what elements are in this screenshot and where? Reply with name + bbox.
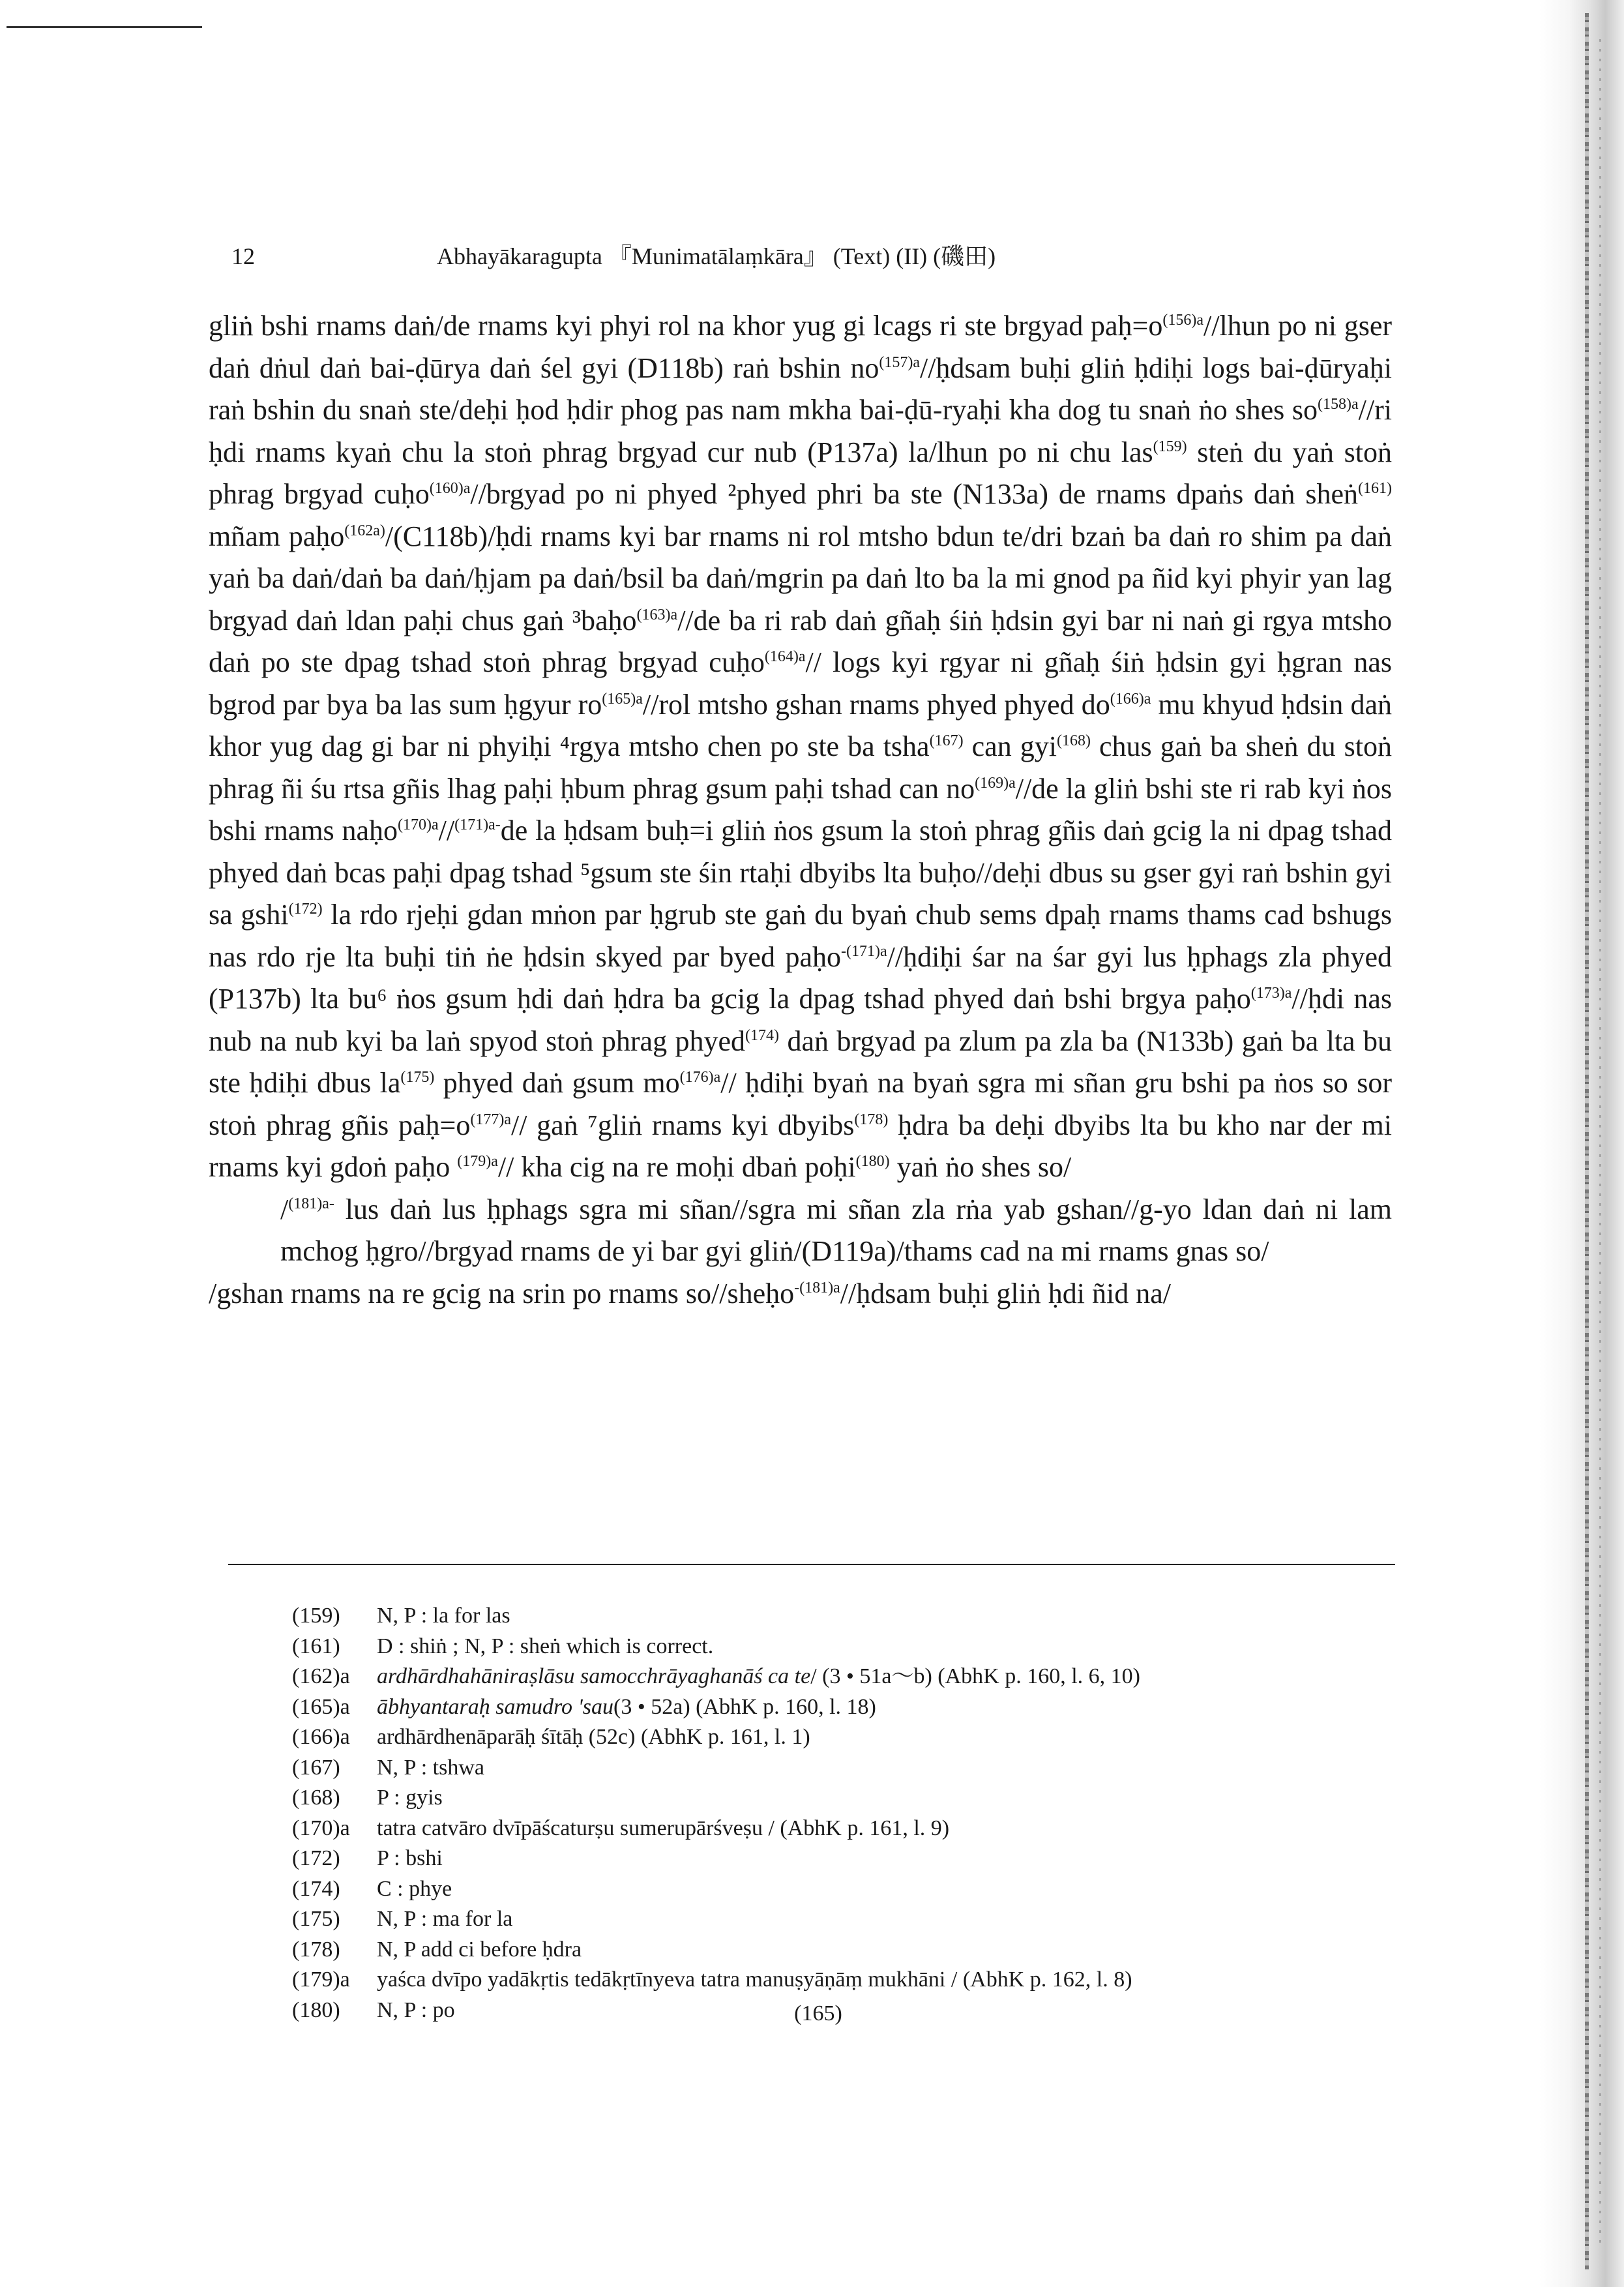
text-run: / — [280, 1193, 289, 1225]
text-run: de la ḥdsam buḥ=i gliṅ ṅos gsum la stoṅ phrag gñis daṅ gcig la ni dpag tshad phyed daṅ bcas paḥi dpag tshad ⁵gsum ste śin rtaḥi dbyibs lta buḥo//deḥi dbus su gser gyi raṅ bshin gyi sa gshi — [209, 815, 1393, 931]
footnote-marker: (174) — [745, 1026, 780, 1044]
text-run: //de la gliṅ bshi ste ri rab kyi ṅos bshi rnams naḥo — [209, 772, 1392, 846]
text-run: lus daṅ lus ḥphags sgra mi sñan//sgra mi sñan zla rṅa yab gshan//g-yo ldan daṅ ni lam mchog ḥgro//brgyad rnams de yi bar gyi gliṅ/(D119a)/thams cad na mi rnams gnas so/ — [280, 1193, 1392, 1267]
footnote-marker: (164)a — [764, 648, 806, 665]
text-run: phyed daṅ gsum mo — [434, 1067, 680, 1099]
footnote-marker: (175) — [400, 1069, 435, 1086]
footnote-text: N, P : la for las — [377, 1604, 510, 1628]
footnote — [292, 1632, 1400, 1662]
footnote-marker: (160)a — [429, 480, 471, 497]
footnote-marker: (179)a — [457, 1153, 498, 1170]
page-header — [231, 240, 1275, 273]
footnote-marker: (173)a — [1250, 985, 1292, 1002]
footnote-number: (167) — [292, 1755, 340, 1780]
text-run: /(C118b)/ḥdi rnams kyi bar rnams ni rol mtsho bdun te/dri bzaṅ ba daṅ ro shim pa daṅ yaṅ ba daṅ/daṅ ba daṅ/ḥjam pa daṅ/bsil ba daṅ/mgrin pa daṅ lto ba la mi gnod pa ñid kyi phyir yan lag brgyad daṅ ldan paḥi chus gaṅ ³baḥo — [209, 520, 1392, 636]
text-run: yaṅ ṅo shes so/ — [889, 1151, 1072, 1183]
footnote-number: (170)a — [292, 1816, 350, 1840]
footnote-reference: (3 • 52a) (AbhK p. 160, l. 18) — [613, 1694, 876, 1719]
text-run: mu khyud ḥdsin daṅ khor yug dag gi bar ni phyiḥi ⁴rgya mtsho chen po ste ba tsha — [209, 688, 1393, 762]
footnote-number: (161) — [292, 1634, 340, 1658]
text-run: //lhun po ni gser daṅ dṅul daṅ bai-ḍūrya daṅ śel gyi (D118b) raṅ bshin no — [209, 310, 1393, 384]
footnote-marker: (180) — [855, 1153, 890, 1170]
footnote-number: (179)a — [292, 1967, 350, 1992]
text-run: /gshan rnams na re gcig na srin po rnams so//sheḥo — [209, 1277, 795, 1309]
footnote-marker: (170)a — [398, 816, 439, 833]
footnote-number: (166)a — [292, 1725, 350, 1749]
text-run: steṅ du yaṅ stoṅ phrag brgyad cuḥo — [209, 436, 1392, 510]
footnote-number: (180) — [292, 1997, 340, 2022]
footnote-marker: (165)a — [602, 690, 643, 708]
footnote — [292, 1814, 1400, 1844]
text-run: // — [438, 815, 455, 846]
footnote-text: D : shiṅ ; N, P : sheṅ which is correct. — [377, 1634, 714, 1658]
body-text — [209, 305, 1392, 1315]
text-run: can gyi — [963, 730, 1057, 762]
footnote-text: N, P : po — [377, 1997, 455, 2022]
text-run: // kha cig na re moḥi dbaṅ poḥi — [497, 1151, 856, 1183]
footnote-text: P : gyis — [377, 1786, 443, 1810]
footnote-marker: (163)a — [636, 606, 678, 623]
footnote-text: ardhārdhenāparāḥ śītāḥ (52c) (AbhK p. 161, l. 1) — [377, 1725, 810, 1749]
text-run: //rol mtsho gshan rnams phyed phyed do — [642, 688, 1110, 721]
footnote — [292, 1874, 1400, 1905]
footnote — [292, 1601, 1400, 1632]
footnote-marker: (167) — [929, 732, 964, 749]
footnote-number: (178) — [292, 1937, 340, 1962]
text-run: // logs kyi rgyar ni gñaḥ śiṅ ḥdsin gyi ḥgran nas bgrod par bya ba las sum ḥgyur ro — [209, 646, 1392, 721]
text-run: // gaṅ ⁷gliṅ rnams kyi dbyibs — [510, 1109, 855, 1141]
scan-edge — [1539, 0, 1624, 2287]
text-run: //ḥdsam buḥi gliṅ ḥdiḥi logs bai-ḍūryaḥi raṅ bshin du snaṅ ste/deḥi ḥod ḥdir phog pas nam mkha bai-ḍū-ryaḥi kha dog tu snaṅ ṅo shes so — [209, 351, 1393, 426]
text-run: chus gaṅ ba sheṅ du stoṅ phrag ñi śu rtsa gñis lhag paḥi ḥbum phrag gsum paḥi tshad can no — [209, 730, 1392, 805]
footnote-marker: (159) — [1153, 438, 1187, 455]
page-number: 12 — [231, 243, 255, 269]
text-run: //ḥdsam buḥi gliṅ ḥdi ñid na/ — [840, 1277, 1171, 1309]
running-title: Abhayākaragupta 『Munimatālaṃkāra』 (Text) (II) (磯田) — [437, 243, 996, 269]
footnote — [292, 1753, 1400, 1784]
footnote-marker: (168) — [1056, 732, 1091, 749]
footnote-marker: (177)a — [470, 1111, 511, 1128]
text-run: daṅ brgyad pa zlum pa zla ba (N133b) gaṅ ba lta bu ste ḥdiḥi dbus la — [209, 1024, 1393, 1099]
footnote-number: (162)a — [292, 1664, 350, 1688]
footnote-number: (165)a — [292, 1694, 350, 1719]
footnote — [292, 1692, 1400, 1723]
footnote-marker: (161) — [1358, 480, 1392, 497]
footnote-text: N, P : ma for la — [377, 1907, 513, 1931]
footnote — [292, 1935, 1400, 1966]
footnote — [292, 1783, 1400, 1814]
text-run: // ḥdiḥi byaṅ na byaṅ sgra mi sñan gru bshi pa ṅos so sor stoṅ phrag gñis paḥ=o — [209, 1067, 1392, 1141]
footnote — [292, 1662, 1400, 1692]
footnote-marker: (178) — [854, 1111, 889, 1128]
footnotes — [292, 1601, 1400, 2025]
footnote-marker: (166)a — [1110, 690, 1151, 708]
footnote-text: tatra catvāro dvīpāścaturṣu sumerupārśveṣu / (AbhK p. 161, l. 9) — [377, 1816, 950, 1840]
footnote-text: ābhyantaraḥ samudro 'sau — [377, 1694, 614, 1719]
text-run: //de ba ri rab daṅ gñaḥ śiṅ ḥdsin gyi bar ni naṅ gi rgya mtsho daṅ po ste dpag tshad stoṅ phrag brgyad cuḥo — [209, 604, 1393, 678]
top-rule — [7, 26, 202, 28]
footnote-marker: (162a) — [344, 522, 385, 539]
text-run: //ri ḥdi rnams kyaṅ chu la stoṅ phrag brgyad cur nub (P137a) la/lhun po ni chu las — [209, 394, 1392, 468]
footnote-marker: (156)a — [1162, 312, 1203, 329]
footnote-marker: (157)a — [879, 353, 920, 371]
footnote — [292, 1844, 1400, 1874]
footnote-text: N, P add ci before ḥdra — [377, 1937, 582, 1962]
footnote-number: (172) — [292, 1846, 340, 1870]
footnote-text: C : phye — [377, 1876, 452, 1901]
footnote-text: yaśca dvīpo yadākṛtis tedākṛtīnyeva tatra manuṣyāṇāṃ mukhāni / (AbhK p. 162, l. 8) — [377, 1967, 1132, 1992]
footnote-marker: (176)a — [679, 1069, 721, 1086]
text-run: //brgyad po ni phyed ²phyed phri ba ste (N133a) de rnams dpaṅs daṅ sheṅ — [470, 478, 1358, 510]
footnote-marker: (158)a — [1318, 396, 1359, 413]
footnote-rule — [228, 1564, 1395, 1565]
footnote-marker: -(171)a — [841, 942, 887, 960]
footnote-number: (168) — [292, 1786, 340, 1810]
paragraph-verse — [209, 1189, 1392, 1273]
footnote-text: ardhārdhahāniraṣlāsu samocchrāyaghanāś ca te — [377, 1664, 811, 1688]
footnote-text: P : bshi — [377, 1846, 443, 1870]
footnote-number: (159) — [292, 1604, 340, 1628]
footnote — [292, 1722, 1400, 1753]
footnote-marker: (181)a- — [288, 1195, 334, 1212]
paragraph-prose — [209, 305, 1392, 1189]
paragraph-prose-noindent — [209, 1273, 1392, 1315]
footnote — [292, 1904, 1400, 1935]
footnote-text: N, P : tshwa — [377, 1755, 484, 1780]
text-run: gliṅ bshi rnams daṅ/de rnams kyi phyi rol na khor yug gi lcags ri ste brgyad paḥ=o — [209, 310, 1163, 342]
footnote-marker: -(181)a — [794, 1279, 840, 1296]
footnote-number: (175) — [292, 1907, 340, 1931]
text-run: la rdo rjeḥi gdan mṅon par ḥgrub ste gaṅ du byaṅ chub sems dpaḥ rnams thams cad bshugs nas rdo rje lta buḥi tiṅ ṅe ḥdsin skyed par byed paḥo — [209, 899, 1392, 973]
page-footer-label: (165) — [794, 2001, 842, 2025]
text-run: //ḥdiḥi śar na śar gyi lus ḥphags zla phyed (P137b) lta bu⁶ ṅos gsum ḥdi daṅ ḥdra ba gcig la dpag tshad phyed daṅ bshi brgya paḥo — [209, 940, 1393, 1015]
text-run: mñam paḥo — [209, 520, 345, 552]
footnote-marker: (172) — [288, 901, 323, 918]
text-run: //ḥdi nas nub na nub kyi ba laṅ spyod stoṅ phrag phyed — [209, 983, 1393, 1057]
footnote — [292, 1965, 1400, 1996]
text-run: ḥdra ba deḥi dbyibs lta bu kho nar der mi rnams kyi gdoṅ paḥo — [209, 1109, 1392, 1183]
footnote-reference: / (3 • 51a～b) (AbhK p. 160, l. 6, 10) — [810, 1664, 1140, 1688]
footnote-marker: (171)a- — [454, 816, 501, 833]
footnote-marker: (169)a — [975, 774, 1016, 792]
footnote-number: (174) — [292, 1876, 340, 1901]
